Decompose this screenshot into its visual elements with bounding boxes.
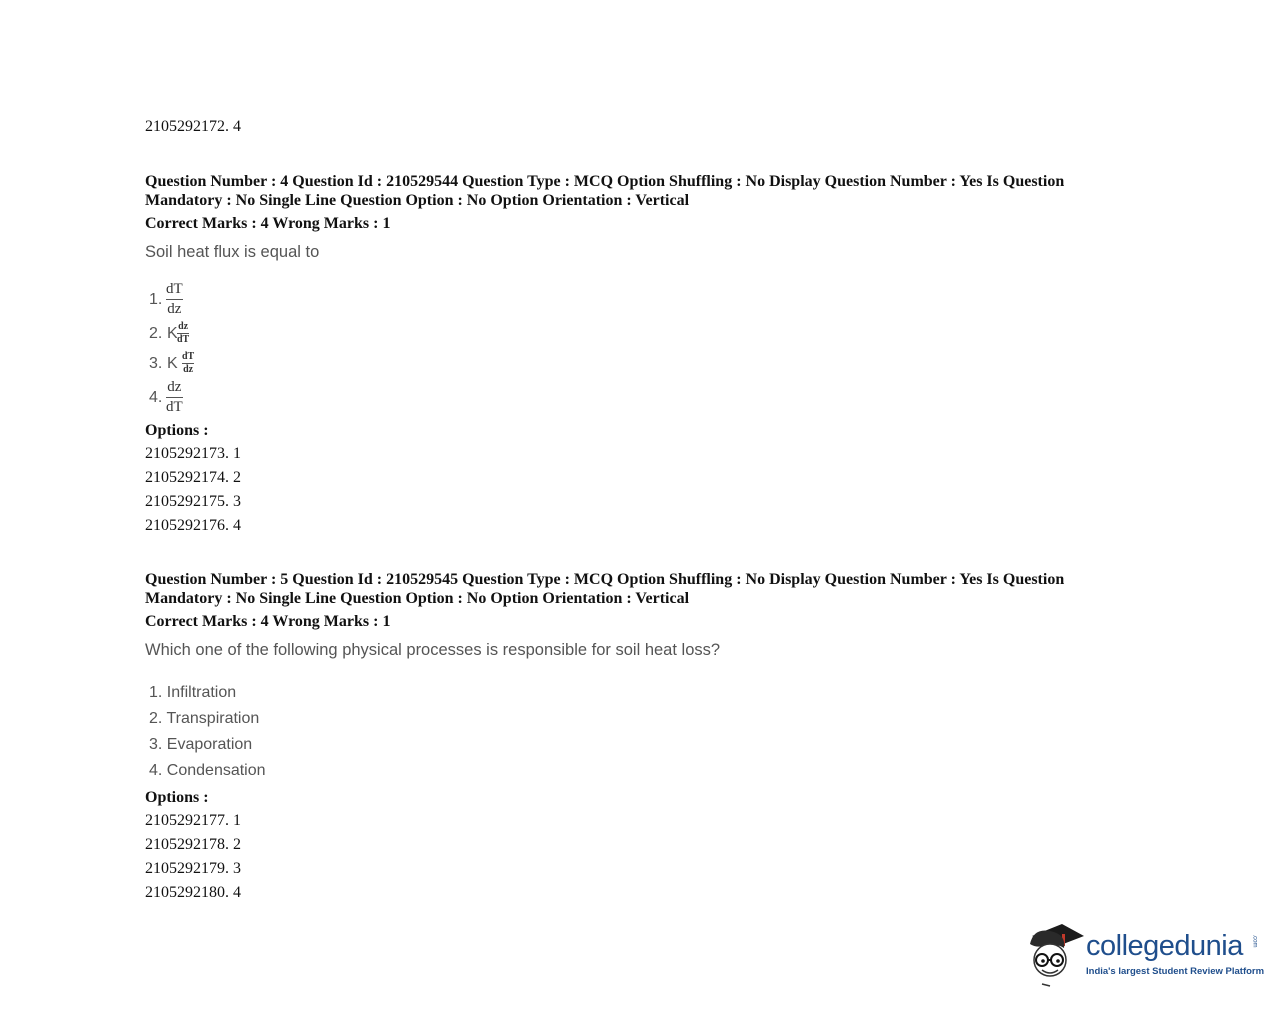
q5-option-3: 2105292179. 3 <box>145 860 241 877</box>
previous-option-line: 2105292172. 4 <box>145 118 241 135</box>
q4-choice-3-number: 3. <box>149 355 163 372</box>
logo-tagline: India's largest Student Review Platform <box>1086 966 1265 977</box>
q5-choice-3: 3. Evaporation <box>149 736 253 753</box>
q4-meta-line2: Mandatory : No Single Line Question Option : No Option Orientation : Vertical <box>145 192 690 209</box>
q4-choice-1-numerator: dT <box>166 281 183 297</box>
logo-domain-suffix: .com <box>1251 934 1258 948</box>
q4-choice-2-fraction <box>177 322 189 345</box>
q5-option-2: 2105292178. 2 <box>145 836 241 853</box>
q4-choice-4-number: 4. <box>149 389 163 406</box>
q4-choice-2-prefix: K <box>167 325 178 342</box>
q4-choice-3-numerator: dT <box>182 351 195 362</box>
q5-options-label: Options : <box>145 789 209 806</box>
q4-choice-3-fraction <box>182 352 194 375</box>
q5-choice-2: 2. Transpiration <box>149 710 260 727</box>
q5-option-4: 2105292180. 4 <box>145 884 241 901</box>
q4-choice-2-number: 2. <box>149 325 163 342</box>
q4-choice-2-denominator: dT <box>177 334 190 345</box>
q4-choice-3-prefix: K <box>167 355 178 372</box>
q4-option-2: 2105292174. 2 <box>145 469 241 486</box>
q4-choice-1-fraction <box>166 282 183 317</box>
q5-meta <box>145 570 1145 608</box>
mascot-icon <box>1024 918 1084 988</box>
q5-choice-4: 4. Condensation <box>149 762 266 779</box>
q4-meta-line1: Question Number : 4 Question Id : 210529544 Question Type : MCQ Option Shuffling : No Display Question Number : Yes Is Question <box>145 173 1065 190</box>
q5-meta-line2: Mandatory : No Single Line Question Option : No Option Orientation : Vertical <box>145 590 690 607</box>
q5-option-1: 2105292177. 1 <box>145 812 241 829</box>
q4-choice-4-denominator: dT <box>166 399 183 415</box>
q4-choice-1-number: 1. <box>149 291 163 308</box>
q4-choice-3-denominator: dz <box>183 364 194 375</box>
q4-choice-4-fraction <box>166 380 183 415</box>
q5-marks: Correct Marks : 4 Wrong Marks : 1 <box>145 613 391 630</box>
q4-choice-1-denominator: dz <box>167 301 182 317</box>
q4-question-text: Soil heat flux is equal to <box>145 243 320 261</box>
q4-option-4: 2105292176. 4 <box>145 517 241 534</box>
q4-meta <box>145 172 1145 210</box>
q4-option-1: 2105292173. 1 <box>145 445 241 462</box>
q4-choice-2-numerator: dz <box>178 321 189 332</box>
q4-option-3: 2105292175. 3 <box>145 493 241 510</box>
q4-choice-4-numerator: dz <box>167 379 182 395</box>
q5-question-text: Which one of the following physical processes is responsible for soil heat loss? <box>145 641 721 659</box>
q4-marks: Correct Marks : 4 Wrong Marks : 1 <box>145 215 391 232</box>
q4-options-label: Options : <box>145 422 209 439</box>
logo-wordmark: collegedunia <box>1086 930 1243 962</box>
q5-choice-1: 1. Infiltration <box>149 684 237 701</box>
q5-meta-line1: Question Number : 5 Question Id : 210529545 Question Type : MCQ Option Shuffling : No Display Question Number : Yes Is Question <box>145 571 1065 588</box>
collegedunia-logo <box>1024 918 1264 993</box>
